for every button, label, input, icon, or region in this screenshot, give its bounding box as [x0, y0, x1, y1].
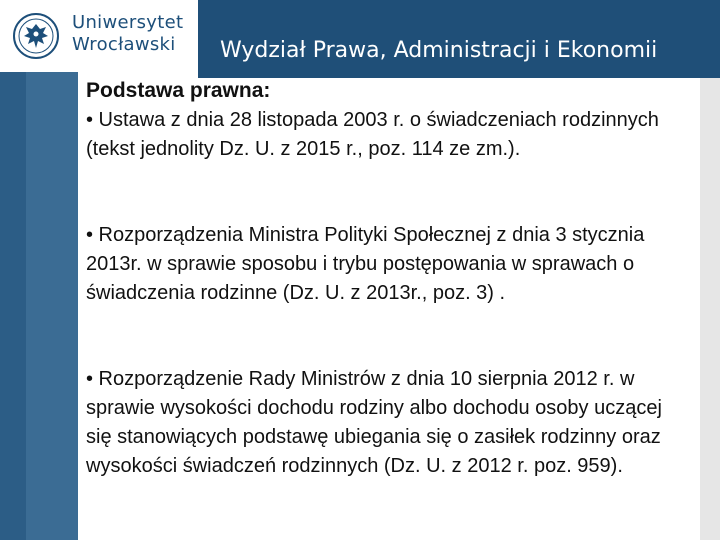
left-sidebar-stripe: [26, 72, 78, 540]
legal-basis-item-2: • Rozporządzenia Ministra Polityki Społecznej z dnia 3 stycznia 2013r. w sprawie sposobu i trybu postępowania w sprawach o świadczenia rodzinne (Dz. U. z 2013r., poz. 3) .: [86, 224, 645, 304]
logo-line-1: Uniwersytet: [72, 12, 184, 33]
university-logo: [0, 0, 198, 72]
legal-basis-item-3: • Rozporządzenie Rady Ministrów z dnia 10 sierpnia 2012 r. w sprawie wysokości dochodu rodziny albo dochodu osoby uczącej się stanowiących podstawę ubiegania się o zasiłek rodzinny oraz wysokości świadczeń rodzinnych (Dz. U. z 2012 r. poz. 959).: [86, 368, 662, 477]
logo-line-2: Wrocławski: [72, 34, 176, 55]
right-margin-bar: [700, 78, 720, 540]
faculty-title: Wydział Prawa, Administracji i Ekonomii: [220, 38, 658, 63]
university-name: [72, 12, 183, 56]
legal-basis-item-1: • Ustawa z dnia 28 listopada 2003 r. o świadczeniach rodzinnych (tekst jednolity Dz. U. z 2015 r., poz. 114 ze zm.).: [86, 109, 659, 160]
eagle-crest-icon: [12, 12, 60, 60]
slide-heading: Podstawa prawna:: [86, 79, 271, 102]
